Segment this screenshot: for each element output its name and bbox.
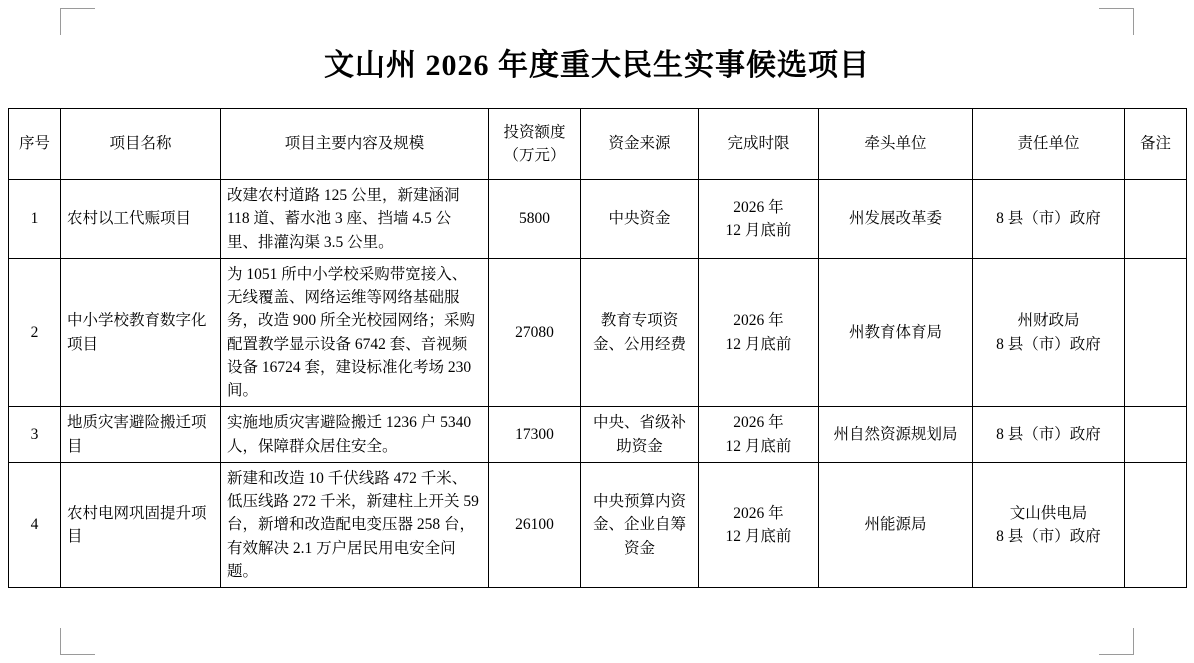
cell-index: 4 xyxy=(9,462,61,587)
cell-index: 3 xyxy=(9,407,61,463)
crop-mark-bottom-left xyxy=(60,628,95,655)
cell-investment-amount: 27080 xyxy=(489,258,581,407)
column-header-amount-line1: 投资额度 xyxy=(503,123,566,141)
cell-responsible-line1: 8 县（市）政府 xyxy=(996,425,1101,443)
cell-funding-source: 教育专项资金、公用经费 xyxy=(581,258,699,407)
cell-deadline-line1: 2026 年 xyxy=(733,198,784,216)
cell-investment-amount: 17300 xyxy=(489,407,581,463)
column-header-source: 资金来源 xyxy=(581,109,699,180)
column-header-name: 项目名称 xyxy=(61,109,221,180)
cell-deadline xyxy=(699,407,819,463)
crop-mark-bottom-right xyxy=(1099,628,1134,655)
cell-remark xyxy=(1125,407,1187,463)
table-row xyxy=(9,462,1187,587)
cell-responsible-line1: 文山供电局 xyxy=(1009,504,1088,522)
cell-index: 1 xyxy=(9,180,61,259)
cell-deadline-line2: 12 月底前 xyxy=(725,335,792,353)
projects-table xyxy=(8,108,1187,588)
cell-deadline-line2: 12 月底前 xyxy=(725,437,792,455)
cell-funding-source: 中央预算内资金、企业自筹资金 xyxy=(581,462,699,587)
column-header-lead-unit: 牵头单位 xyxy=(819,109,973,180)
cell-responsible-unit xyxy=(973,180,1125,259)
cell-index: 2 xyxy=(9,258,61,407)
cell-project-name: 中小学校教育数字化项目 xyxy=(61,258,221,407)
cell-project-content: 实施地质灾害避险搬迁 1236 户 5340 人，保障群众居住安全。 xyxy=(221,407,489,463)
column-header-remark: 备注 xyxy=(1125,109,1187,180)
cell-deadline xyxy=(699,180,819,259)
table-row xyxy=(9,180,1187,259)
cell-project-name: 农村以工代赈项目 xyxy=(61,180,221,259)
cell-responsible-unit xyxy=(973,407,1125,463)
column-header-amount-line2: （万元） xyxy=(503,147,566,164)
crop-mark-top-right xyxy=(1099,8,1134,35)
cell-funding-source: 中央、省级补助资金 xyxy=(581,407,699,463)
cell-lead-unit: 州自然资源规划局 xyxy=(819,407,973,463)
cell-responsible-unit xyxy=(973,462,1125,587)
cell-responsible-unit xyxy=(973,258,1125,407)
cell-deadline-line2: 12 月底前 xyxy=(725,527,792,545)
crop-mark-top-left xyxy=(60,8,95,35)
cell-responsible-line2: 8 县（市）政府 xyxy=(996,335,1101,353)
cell-project-name: 农村电网巩固提升项目 xyxy=(61,462,221,587)
cell-deadline xyxy=(699,462,819,587)
cell-lead-unit: 州教育体育局 xyxy=(819,258,973,407)
cell-investment-amount: 26100 xyxy=(489,462,581,587)
cell-responsible-line1: 州财政局 xyxy=(1017,312,1080,330)
cell-investment-amount: 5800 xyxy=(489,180,581,259)
column-header-responsible-unit: 责任单位 xyxy=(973,109,1125,180)
cell-deadline-line1: 2026 年 xyxy=(733,504,784,522)
column-header-amount xyxy=(489,109,581,180)
column-header-index: 序号 xyxy=(9,109,61,180)
cell-funding-source: 中央资金 xyxy=(581,180,699,259)
cell-remark xyxy=(1125,180,1187,259)
cell-deadline xyxy=(699,258,819,407)
cell-project-content: 为 1051 所中小学校采购带宽接入、无线覆盖、网络运维等网络基础服务，改造 900 所全光校园网络；采购配置教学显示设备 6742 套、音视频设备 16724 套，建设标准化考场 230 间。 xyxy=(221,258,489,407)
cell-responsible-line1: 8 县（市）政府 xyxy=(996,210,1101,228)
cell-lead-unit: 州发展改革委 xyxy=(819,180,973,259)
cell-responsible-line2: 8 县（市）政府 xyxy=(996,527,1101,545)
table-header-row xyxy=(9,109,1187,180)
table-container xyxy=(0,90,1194,588)
cell-deadline-line2: 12 月底前 xyxy=(725,221,792,239)
page-title: 文山州 2026 年度重大民生实事候选项目 xyxy=(324,49,870,82)
table-row xyxy=(9,407,1187,463)
column-header-content: 项目主要内容及规模 xyxy=(221,109,489,180)
column-header-deadline: 完成时限 xyxy=(699,109,819,180)
cell-project-content: 改建农村道路 125 公里，新建涵洞 118 道、蓄水池 3 座、挡墙 4.5 公里、排灌沟渠 3.5 公里。 xyxy=(221,180,489,259)
cell-deadline-line1: 2026 年 xyxy=(733,312,784,330)
cell-remark xyxy=(1125,462,1187,587)
cell-project-name: 地质灾害避险搬迁项目 xyxy=(61,407,221,463)
cell-remark xyxy=(1125,258,1187,407)
table-row xyxy=(9,258,1187,407)
cell-deadline-line1: 2026 年 xyxy=(733,414,784,432)
cell-lead-unit: 州能源局 xyxy=(819,462,973,587)
cell-project-content: 新建和改造 10 千伏线路 472 千米、低压线路 272 千米，新建柱上开关 59 台，新增和改造配电变压器 258 台，有效解决 2.1 万户居民用电安全问题。 xyxy=(221,462,489,587)
